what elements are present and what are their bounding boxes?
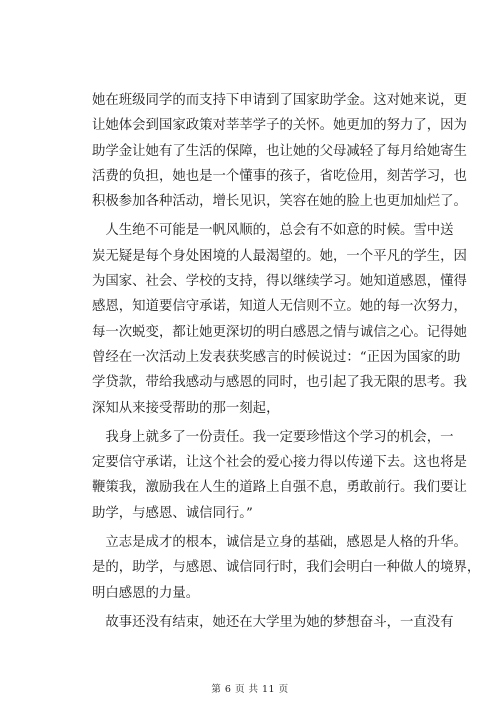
paragraph-4 (92, 530, 481, 606)
text-line: 我身上就多了一份责任。我一定要珍惜这个学习的机会，一 (92, 429, 454, 445)
text-line: 助学金让她有了生活的保障，也让她的父母减轻了每月给她寄生 (92, 143, 467, 159)
text-line: 故事还没有结束，她还在大学里为她的梦想奋斗，一直没有 (92, 614, 454, 630)
text-line: 助学，与感恩、诚信同行。” (92, 505, 253, 521)
text-line: 每一次蜕变，都让她更深切的明白感恩之情与诚信之心。记得她 (92, 324, 467, 340)
paragraph-2 (92, 218, 467, 420)
text-line: 学贷款，带给我感动与感恩的同时，也引起了我无限的思考。我 (92, 375, 467, 391)
text-line: 立志是成才的根本，诚信是立身的基础，感恩是人格的升华。 (92, 535, 467, 551)
document-body (92, 88, 481, 639)
text-line: 活费的负担，她也是一个懂事的孩子，省吃俭用，刻苦学习，也 (92, 168, 467, 184)
text-line: 深知从来接受帮助的那一刻起， (92, 400, 280, 416)
text-line: 炭无疑是每个身处困境的人最渴望的。她，一个平凡的学生，因 (92, 248, 467, 264)
text-line: 是的，助学，与感恩、诚信同行时，我们会明白一种做人的境界， (92, 560, 481, 576)
text-line: 为国家、社会、学校的支持，得以继续学习。她知道感恩，懂得 (92, 274, 467, 290)
paragraph-5 (92, 610, 454, 635)
text-line: 她在班级同学的而支持下申请到了国家助学金。这对她来说，更 (92, 93, 467, 108)
page-number-footer: 第 6 页 共 11 页 (211, 684, 289, 695)
paragraph-3 (92, 425, 467, 526)
text-line: 感恩，知道要信守承诺，知道人无信则不立。她的每一次努力， (92, 299, 467, 315)
text-line: 人生绝不可能是一帆风顺的，总会有不如意的时候。雪中送 (92, 223, 454, 239)
paragraph-1 (92, 88, 467, 214)
text-line: 让她体会到国家政策对莘莘学子的关怀。她更加的努力了，因为 (92, 118, 467, 134)
text-line: 定要信守承诺，让这个社会的爱心接力得以传递下去。这也将是 (92, 455, 467, 471)
text-line: 鞭策我，激励我在人生的道路上自强不息，勇敢前行。我们要让 (92, 480, 467, 496)
text-line: 明白感恩的力量。 (92, 585, 200, 601)
text-line: 曾经在一次活动上发表获奖感言的时候说过：“正因为国家的助 (92, 349, 461, 365)
text-line: 积极参加各种活动，增长见识，笑容在她的脸上也更加灿烂了。 (92, 194, 467, 210)
